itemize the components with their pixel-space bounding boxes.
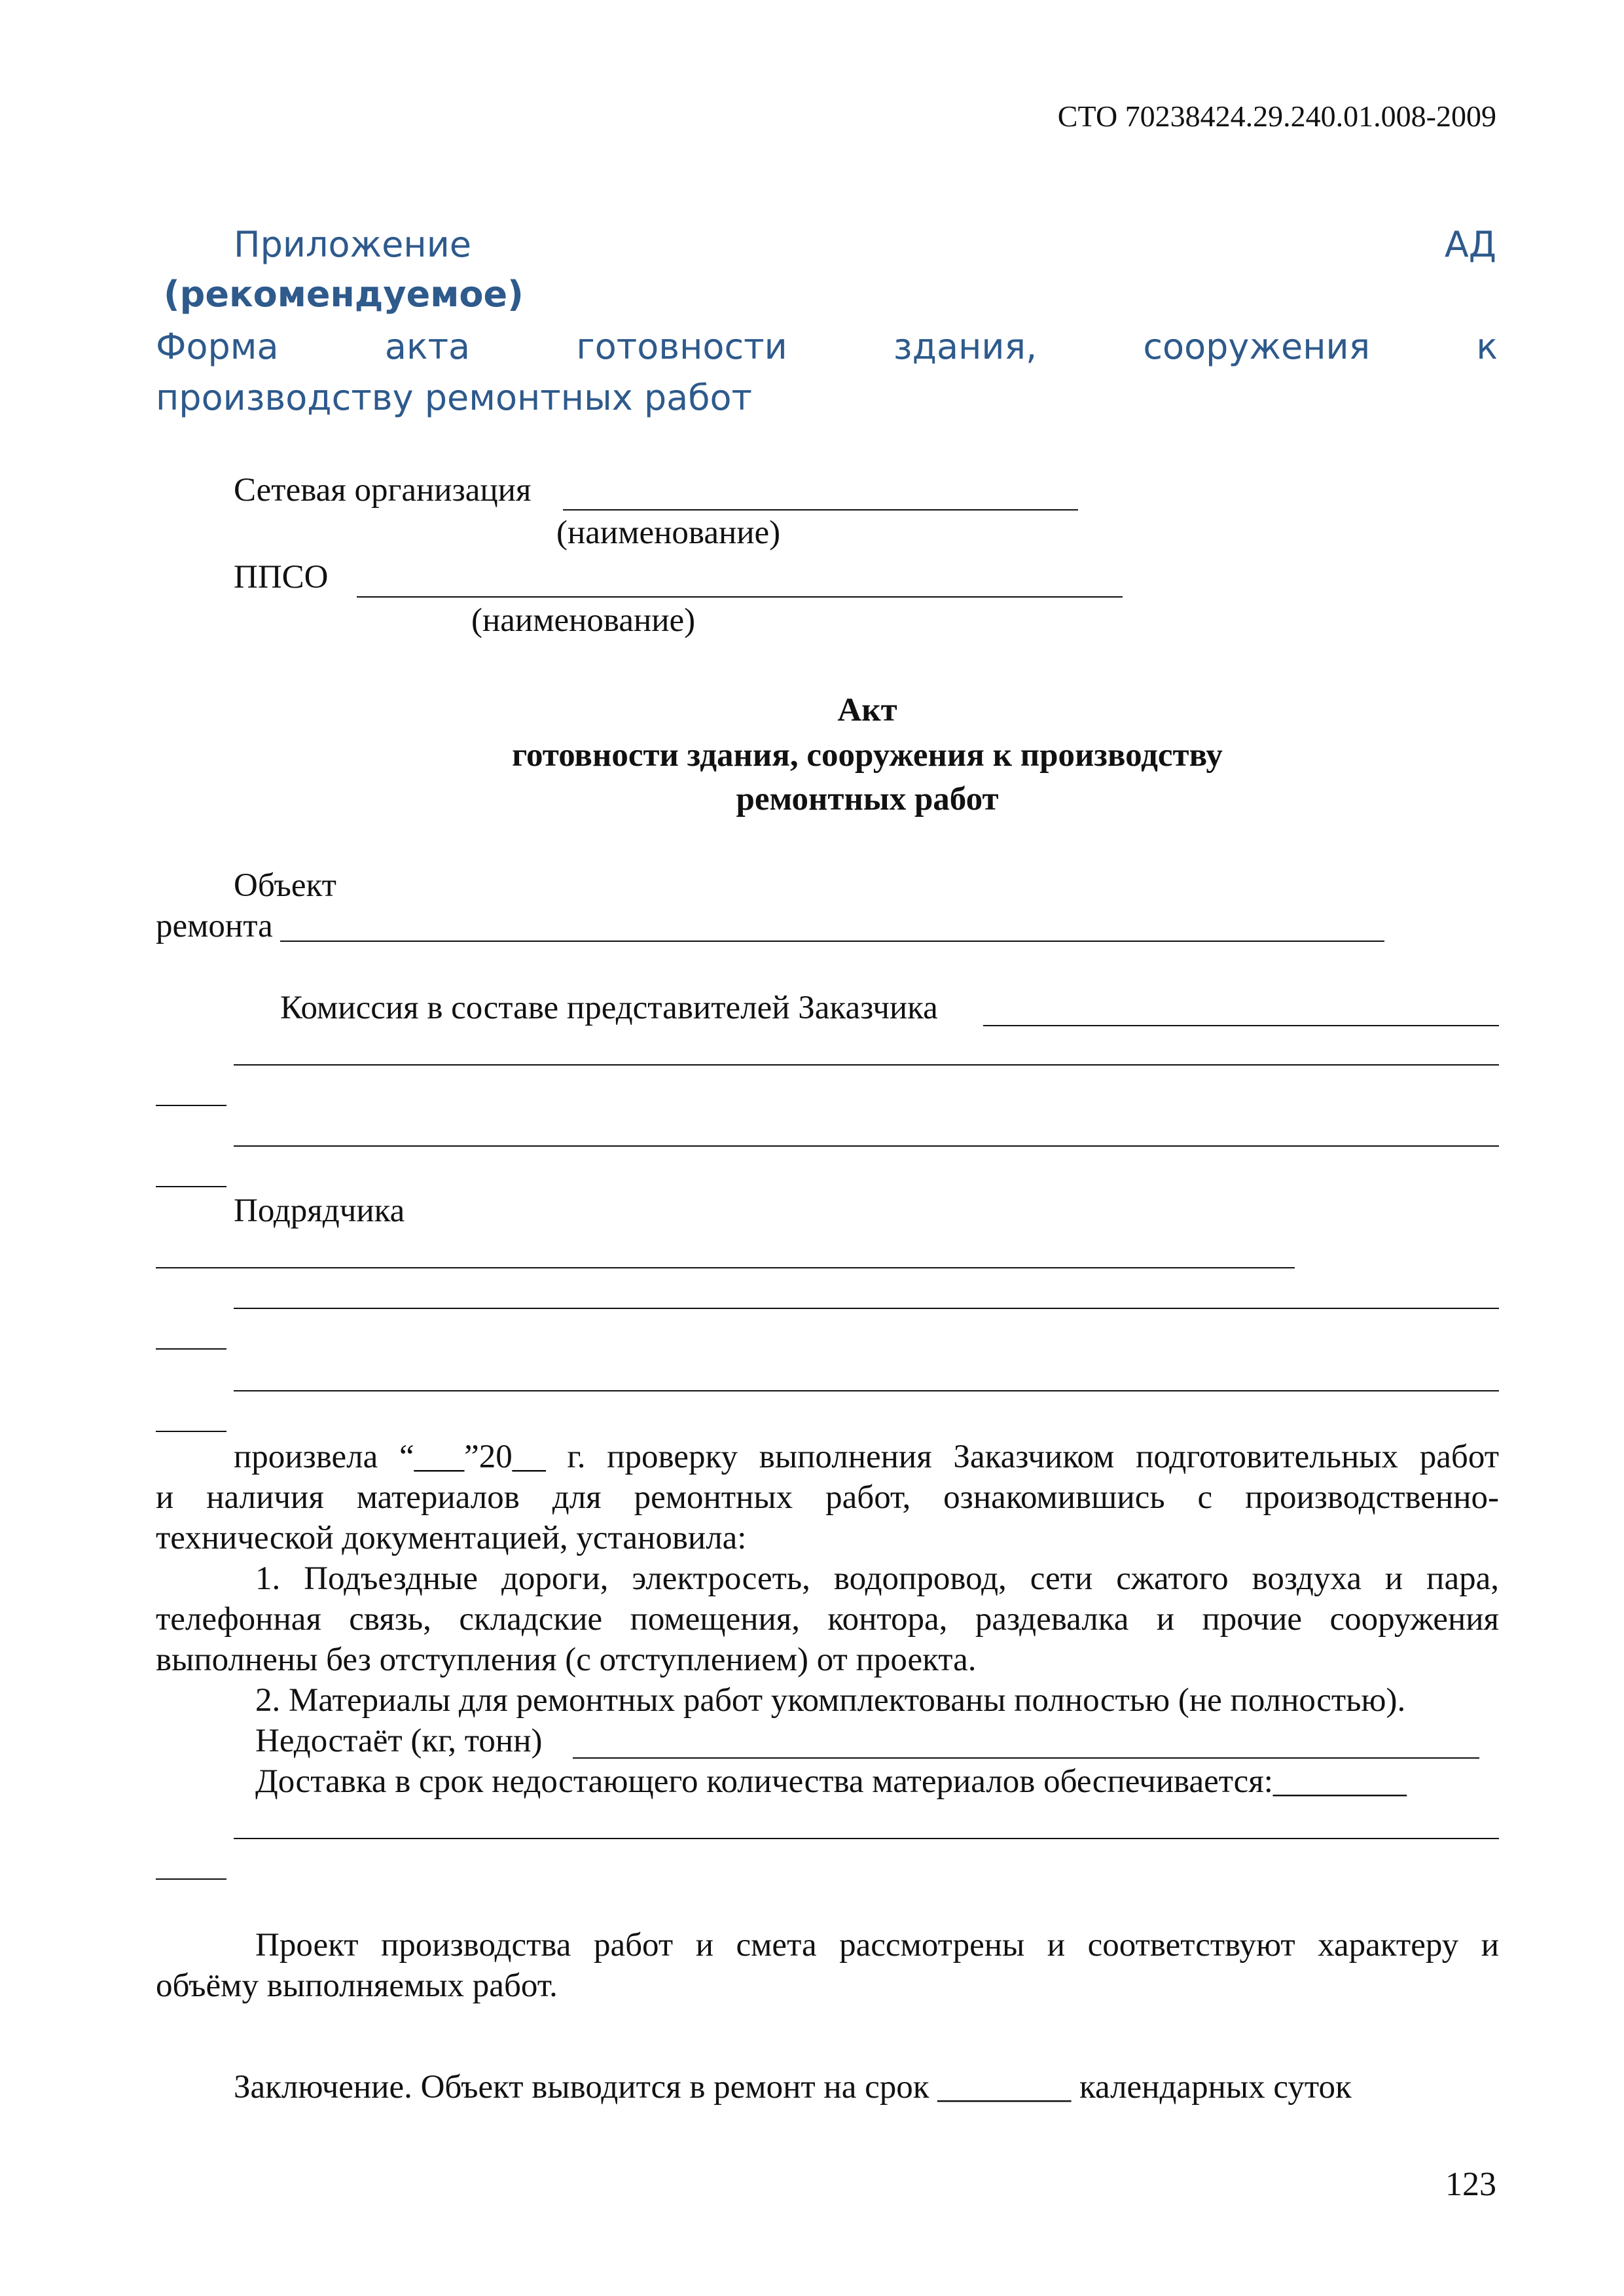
act-subtitle-line2: ремонтных работ [736,781,999,817]
check-text-line2: и наличия материалов для ремонтных работ, ознакомившись с производственно- [156,1479,1499,1516]
appendix-letter: АД [1444,224,1496,265]
shortage-field[interactable] [573,1757,1479,1759]
appendix-title-line2: производству ремонтных работ [156,377,752,418]
item1-line1: 1. Подъездные дороги, электросеть, водопровод, сети сжатого воздуха и пара, [255,1560,1499,1597]
ppso-field[interactable] [357,596,1123,598]
appendix-title-line1: Форма акта готовности здания, сооружения к [156,326,1498,367]
contractor-field-3-cont[interactable] [156,1431,226,1432]
object-field[interactable] [280,941,1384,942]
ppso-label: ППСО [234,559,329,596]
network-org-label: Сетевая организация [234,472,532,509]
check-text-line3: технической документацией, установила: [156,1520,747,1556]
customer-field-3[interactable] [234,1145,1499,1147]
contractor-label: Подрядчика [234,1193,405,1229]
page-number: 123 [1445,2166,1496,2203]
delivery-field-cont[interactable] [156,1878,226,1880]
item1-line3: выполнены без отступления (с отступлением) от проекта. [156,1641,977,1678]
ppso-hint: (наименование) [471,602,696,639]
act-subtitle-line1: готовности здания, сооружения к производству [512,737,1223,774]
commission-label: Комиссия в составе представителей Заказчика [280,990,938,1026]
appendix-word: Приложение [234,224,472,265]
customer-field-1[interactable] [983,1025,1499,1026]
customer-field-2-cont[interactable] [156,1105,226,1106]
network-org-field[interactable] [563,509,1078,511]
appendix-kind: (рекомендуемое) [164,274,524,315]
shortage-label: Недостаёт (кг, тонн) [255,1723,543,1759]
object-label: Объект [234,867,336,904]
network-org-hint: (наименование) [556,514,781,551]
document-code: СТО 70238424.29.240.01.008-2009 [1057,99,1496,133]
delivery-field[interactable] [234,1838,1499,1839]
contractor-field-3[interactable] [234,1390,1499,1391]
contractor-field-2[interactable] [234,1308,1499,1309]
act-title: Акт [837,692,897,728]
contractor-field-1[interactable] [156,1267,1295,1268]
check-text-line1: произвела “___”20__ г. проверку выполнения Заказчиком подготовительных работ [234,1439,1499,1475]
project-line1: Проект производства работ и смета рассмотрены и соответствуют характеру и [255,1927,1499,1964]
customer-field-3-cont[interactable] [156,1186,226,1187]
object-label-cont: ремонта [156,908,273,944]
conclusion-text: Заключение. Объект выводится в ремонт на срок ________ календарных суток [234,2069,1352,2106]
delivery-text: Доставка в срок недостающего количества материалов обеспечивается:________ [255,1763,1407,1800]
contractor-field-2-cont[interactable] [156,1348,226,1350]
customer-field-2[interactable] [234,1064,1499,1066]
project-line2: объёму выполняемых работ. [156,1967,558,2004]
item1-line2: телефонная связь, складские помещения, контора, раздевалка и прочие сооружения [156,1601,1499,1638]
item2-text: 2. Материалы для ремонтных работ укомплектованы полностью (не полностью). [255,1682,1406,1719]
